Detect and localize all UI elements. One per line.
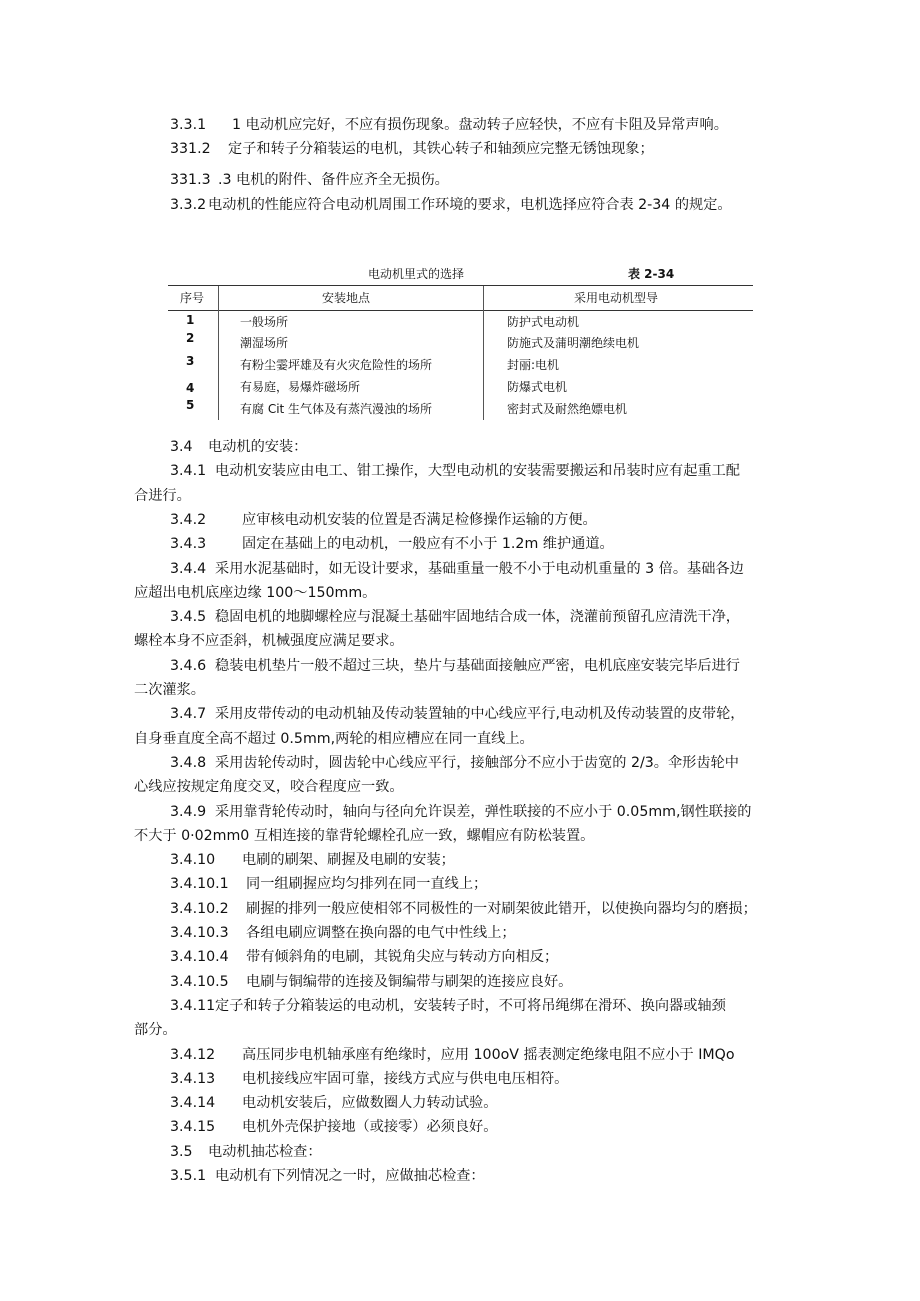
clause-text: 稳固电机的地脚螺栓应与混凝土基础牢固地结合成一体，浇灌前预留孔应清洗干净， (215, 609, 740, 626)
clause-3-4-15 (170, 1118, 497, 1136)
clause-text: 电动机的安装： (208, 439, 308, 455)
row-index: 5 (186, 398, 195, 412)
clause-continuation: 自身垂直度全高不超过 0.5mm,两轮的相应槽应在同一直线上。 (134, 730, 534, 747)
clause-continuation: 心线应按规定角度交叉，咬合程度应一致。 (134, 779, 404, 796)
table-label: 表 2-34 (628, 267, 675, 281)
clause-number: 3.4.10.4 (170, 949, 229, 966)
clause-text: 各组电刷应调整在换向器的电气中性线上； (246, 925, 516, 941)
clause-text: 高压同步电机轴承座有绝缘时，应用 100oV 摇表测定绝缘电阻不应小于 IMQo (242, 1046, 735, 1063)
clause-3-4-10-5 (170, 973, 572, 991)
clause-number: 3.4.12 (170, 1046, 216, 1063)
clause-continuation: 应超出电机底座边缘 100～150mm。 (134, 584, 377, 601)
clause-text: 1 电动机应完好，不应有损伤现象。盘动转子应轻快，不应有卡阻及异常声响。 (232, 117, 728, 133)
clause-number: 3.4.10.2 (170, 900, 229, 917)
row-location: 潮湿场所 (240, 336, 289, 350)
clause-text: 电刷的刷架、刷握及电刷的安装； (242, 852, 455, 869)
clause-3-4-1 (170, 462, 740, 480)
clause-continuation: 螺栓本身不应歪斜，机械强度应满足要求。 (134, 633, 404, 650)
table-header-rule (168, 310, 753, 311)
row-index: 3 (186, 354, 195, 368)
clause-text: 定子和转子分箱装运的电动机，安装转子时，不可将吊绳绑在滑环、换向器或轴颈 (215, 997, 726, 1014)
clause-3-4-10-3 (170, 924, 516, 942)
row-index: 2 (186, 331, 195, 345)
clause-3-4-8 (170, 754, 739, 772)
clause-text: 稳装电机垫片一般不超过三块，垫片与基础面接触应严密，电机底座安装完毕后进行 (215, 657, 740, 674)
clause-number: 3.4.6 (170, 657, 207, 674)
clause-text: 电机外壳保护接地（或接零）必须良好。 (242, 1119, 498, 1136)
table-divider (218, 286, 219, 420)
clause-number: 331.3 (170, 172, 211, 188)
clause-number: 3.4.15 (170, 1119, 216, 1136)
row-motor-type: 防护式电动机 (507, 315, 580, 329)
clause-3-4-10 (170, 851, 455, 869)
clause-text: 采用水泥基础时，如无设计要求，基础重量一般不小于电动机重量的 3 倍。基础各边 (215, 560, 744, 577)
clause-number: 3.4.13 (170, 1070, 216, 1087)
row-index: 4 (186, 381, 195, 395)
table-top-rule (168, 285, 753, 286)
clause-3-4-11 (170, 997, 726, 1015)
clause-number: 3.4.11 (170, 997, 216, 1014)
clause-3-4-13 (170, 1070, 568, 1088)
clause-3-4-10-1 (170, 875, 487, 893)
clause-number: 331.2 (170, 141, 211, 157)
clause-text: 电动机抽芯检查： (208, 1143, 322, 1160)
clause-number: 3.4.2 (170, 511, 207, 528)
clause-3-4-10-4 (170, 948, 558, 966)
clause-number: 3.5.1 (170, 1168, 207, 1184)
clause-number: 3.4.1 (170, 463, 207, 480)
clause-3-3-1 (170, 116, 728, 134)
clause-number: 3.4.7 (170, 706, 207, 723)
clause-number: 3.4.10 (170, 852, 216, 869)
clause-3-4-6 (170, 657, 740, 675)
clause-3-4-2 (170, 511, 597, 529)
clause-number: 3.3.2 (170, 197, 207, 213)
clause-3-4-14 (170, 1094, 497, 1112)
clause-text: 固定在基础上的电动机，一般应有不小于 1.2m 维护通道。 (242, 536, 614, 553)
clause-number: 3.4.14 (170, 1095, 216, 1112)
row-location: 有粉尘霎坪雄及有火灾危险性的场所 (240, 358, 433, 372)
clause-continuation: 部分。 (134, 1022, 177, 1039)
table-header-location: 安装地点 (322, 291, 371, 305)
clause-text: 电刷与铜编带的连接及铜编带与刷架的连接应良好。 (246, 973, 573, 990)
clause-3-5-1 (170, 1167, 485, 1185)
clause-continuation: 二次灌浆。 (134, 682, 205, 698)
clause-continuation: 合进行。 (134, 487, 191, 504)
row-location: 一般场所 (240, 315, 289, 329)
clause-number: 3.4 (170, 439, 193, 455)
clause-text: 采用靠背轮传动时，轴向与径向允许误差，弹性联接的不应小于 0.05mm,钢性联接的 (215, 803, 752, 820)
clause-number: 3.4.10.5 (170, 973, 229, 990)
clause-text: 电动机安装后，应做数圈人力转动试验。 (242, 1095, 498, 1112)
clause-text: 电机接线应牢固可靠，接线方式应与供电电压相符。 (242, 1070, 569, 1087)
clause-3-3-1-2 (170, 140, 654, 158)
row-motor-type: 封丽:电机 (507, 358, 560, 372)
clause-number: 3.5 (170, 1143, 193, 1160)
table-divider (483, 286, 484, 420)
clause-text: .3 电机的附件、备件应齐全无损伤。 (218, 172, 449, 188)
clause-number: 3.4.10.3 (170, 925, 229, 941)
clause-number: 3.4.5 (170, 609, 207, 626)
row-location: 有易庭，易爆炸磁场所 (240, 380, 361, 394)
clause-3-3-2 (170, 196, 732, 214)
table-header-motor-type: 采用电动机型导 (574, 291, 659, 305)
clause-text: 采用皮带传动的电动机轴及传动装置轴的中心线应平行,电动机及传动装置的皮带轮， (215, 706, 745, 723)
clause-3-4-7 (170, 705, 744, 723)
row-motor-type: 防爆式电机 (507, 380, 568, 394)
clause-3-4-5 (170, 608, 740, 626)
row-index: 1 (186, 313, 195, 327)
clause-text: 电动机有下列情况之一时，应做抽芯检查： (215, 1168, 485, 1184)
clause-text: 同一组刷握应均匀排列在同一直线上； (246, 876, 488, 893)
clause-continuation: 不大于 0·02mm0 互相连接的靠背轮螺栓孔应一致，螺帽应有防松装置。 (134, 827, 595, 844)
row-motor-type: 防施式及蒲明潮绝续电机 (507, 336, 640, 350)
clause-number: 3.4.3 (170, 536, 207, 553)
clause-number: 3.4.9 (170, 803, 207, 820)
clause-number: 3.3.1 (170, 117, 207, 133)
clause-text: 定子和转子分箱装运的电机，其铁心转子和轴颈应完整无锈蚀现象； (228, 141, 654, 157)
row-motor-type: 密封式及耐然绝嫖电机 (507, 402, 628, 416)
clause-text: 采用齿轮传动时，圆齿轮中心线应平行，接触部分不应小于齿宽的 2/3。伞形齿轮中 (215, 754, 739, 771)
clause-3-5 (170, 1143, 322, 1161)
clause-text: 刷握的排列一般应使相邻不同极性的一对刷架彼此错开，以使换向器均匀的磨损； (246, 900, 757, 917)
table-title: 电动机里式的选择 (368, 267, 465, 281)
clause-3-4-10-2 (170, 900, 757, 918)
clause-text: 应审核电动机安装的位置是否满足检修操作运输的方便。 (242, 511, 597, 528)
clause-3-4 (170, 438, 307, 456)
clause-text: 电动机安装应由电工、钳工操作，大型电动机的安装需要搬运和吊装时应有起重工配 (215, 463, 740, 480)
clause-3-4-4 (170, 560, 744, 578)
row-location: 有腐 Cit 生气体及有蒸汽漫浊的场所 (240, 402, 433, 416)
clause-number: 3.4.8 (170, 754, 207, 771)
clause-3-3-1-3 (170, 171, 449, 189)
clause-3-4-12 (170, 1046, 735, 1064)
table-header-index: 序号 (180, 291, 205, 305)
clause-number: 3.4.10.1 (170, 876, 229, 893)
clause-number: 3.4.4 (170, 560, 207, 577)
clause-text: 电动机的性能应符合电动机周围工作环境的要求，电机选择应符合表 2-34 的规定。 (208, 197, 732, 213)
clause-text: 带有倾斜角的电刷，其锐角尖应与转动方向相反； (246, 949, 559, 966)
clause-3-4-9 (170, 803, 751, 821)
clause-3-4-3 (170, 535, 614, 553)
